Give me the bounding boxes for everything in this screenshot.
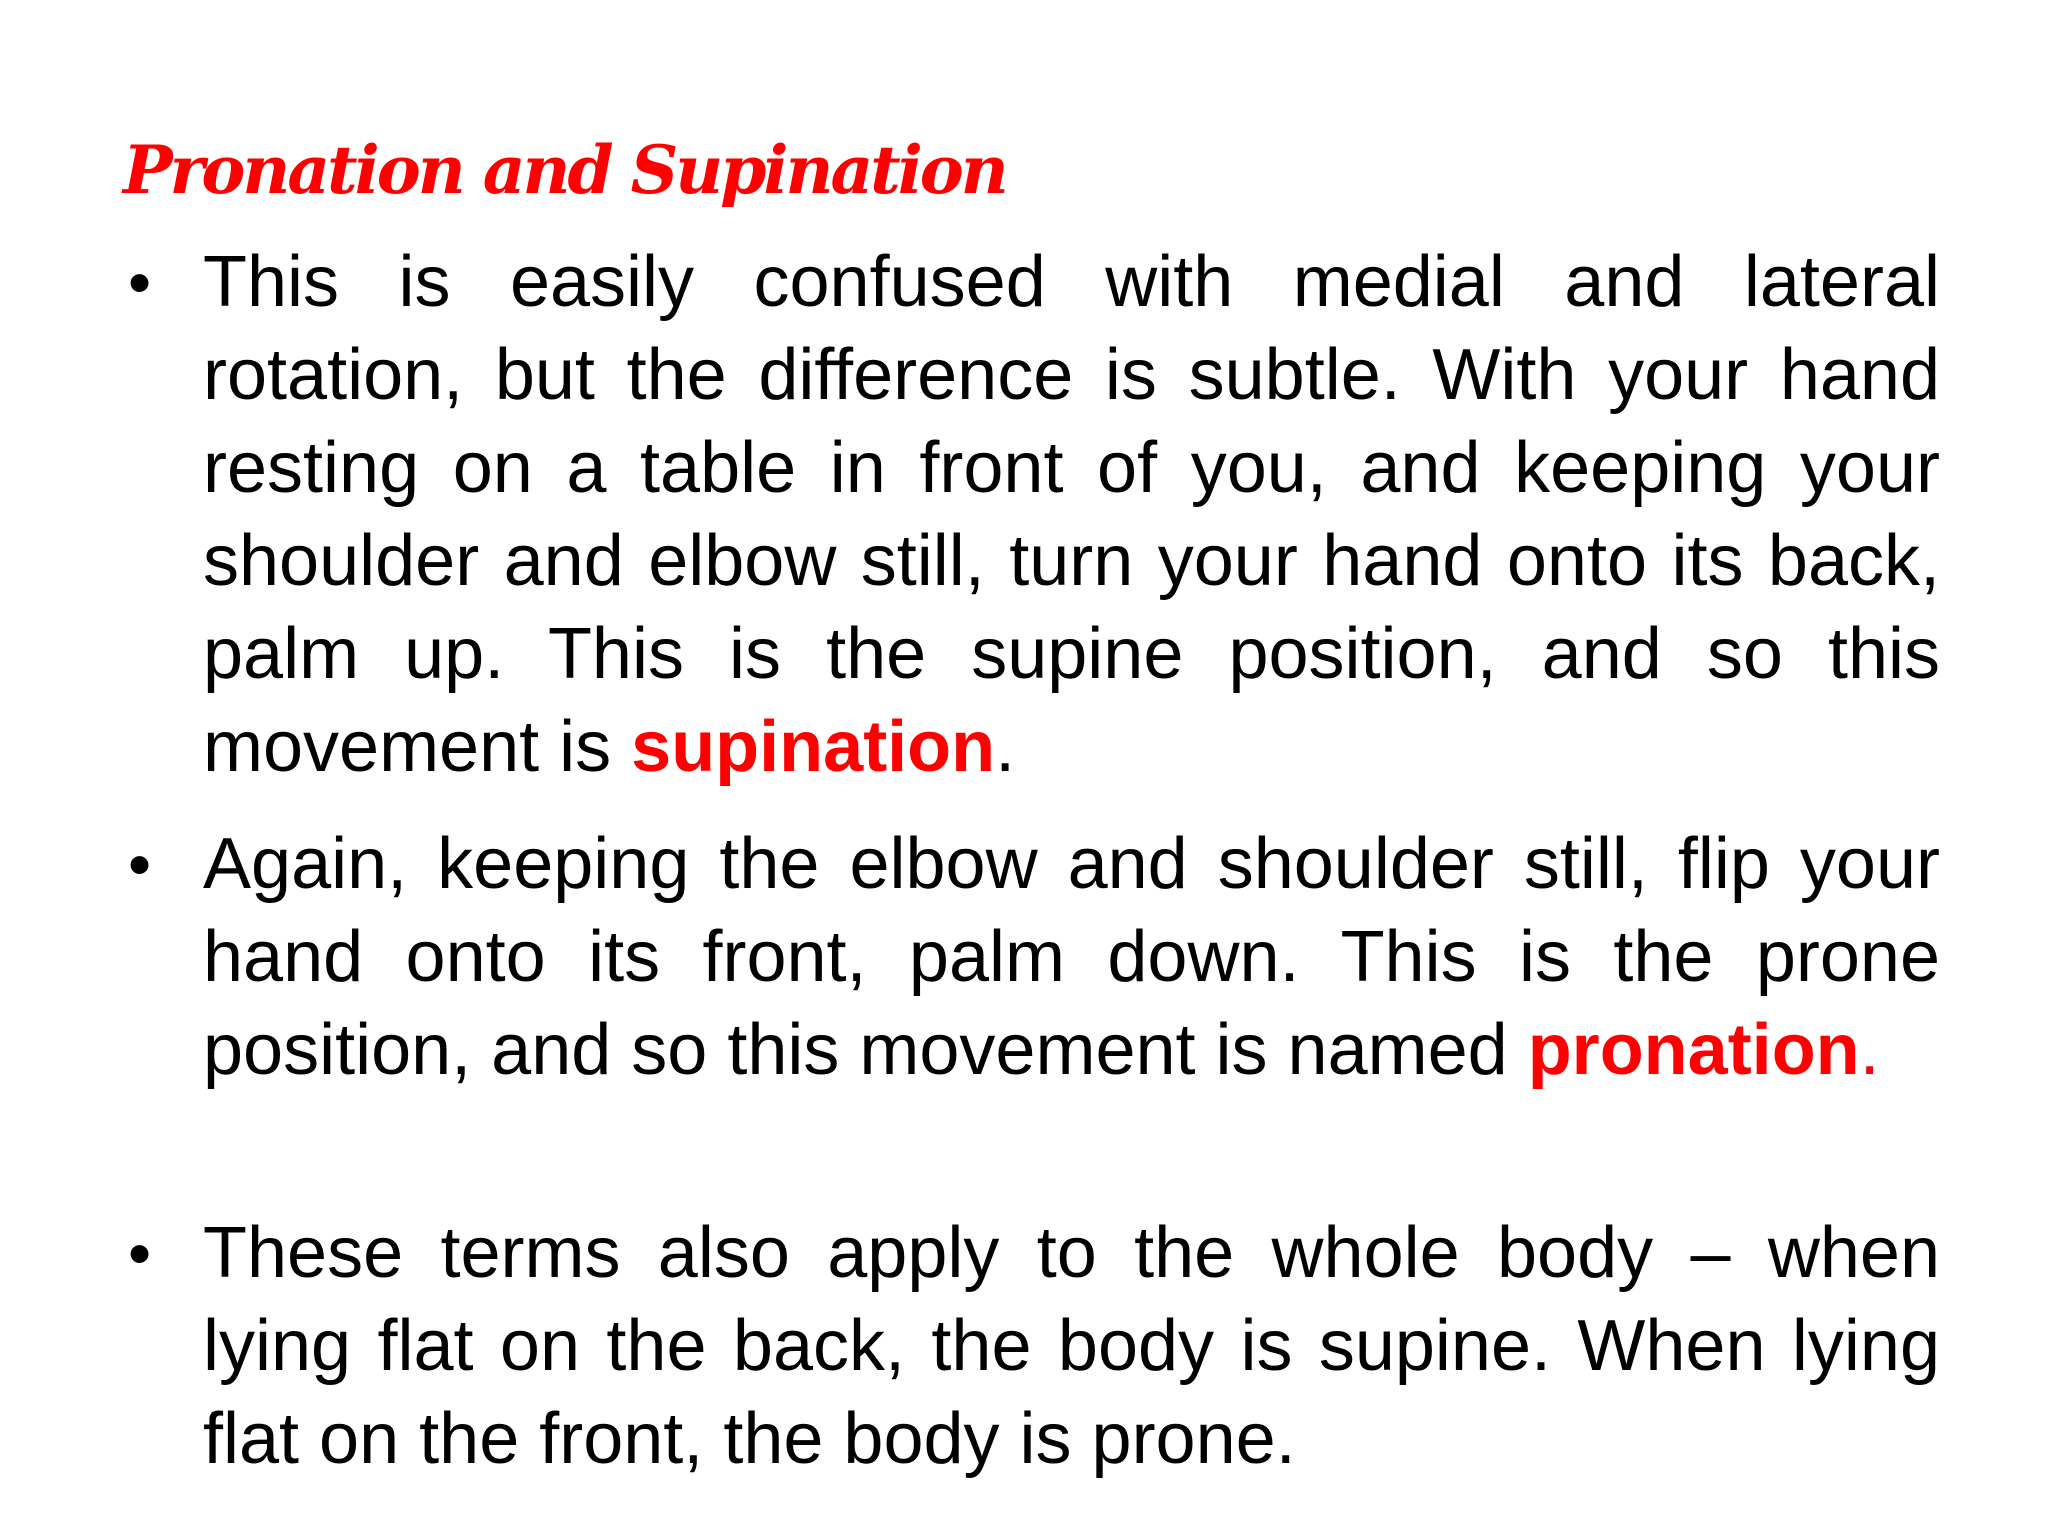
- bullet-body-text: This is easily confused with medial and lateral rotation, but the difference is subtle. With your hand resting on a table in front of you, and keeping your shoulder and elbow still, turn your hand onto its back, palm up. This is the supine position, and so this movement is: [203, 242, 1940, 787]
- bullet-point-icon: •: [128, 245, 152, 319]
- slide-title: Pronation and Supination: [123, 131, 1006, 209]
- bullet-text: [203, 1207, 1940, 1486]
- bullet-body-text: These terms also apply to the whole body – when lying flat on the back, the body is supine. When lying flat on the front, the body is prone.: [203, 1213, 1940, 1479]
- highlighted-term-supination: supination: [631, 707, 996, 787]
- bullet-end-punctuation: .: [1859, 1010, 1880, 1090]
- bullet-end-punctuation: .: [995, 707, 1016, 787]
- bullet-point-icon: •: [128, 827, 152, 901]
- bullet-body-text: Again, keeping the elbow and shoulder still, flip your hand onto its front, palm down. This is the prone position, and so this movement is named: [203, 824, 1940, 1090]
- bullet-text: [203, 818, 1940, 1097]
- highlighted-term-pronation: pronation: [1527, 1010, 1860, 1090]
- bullet-point-icon: •: [128, 1216, 152, 1290]
- bullet-text: [203, 236, 1940, 794]
